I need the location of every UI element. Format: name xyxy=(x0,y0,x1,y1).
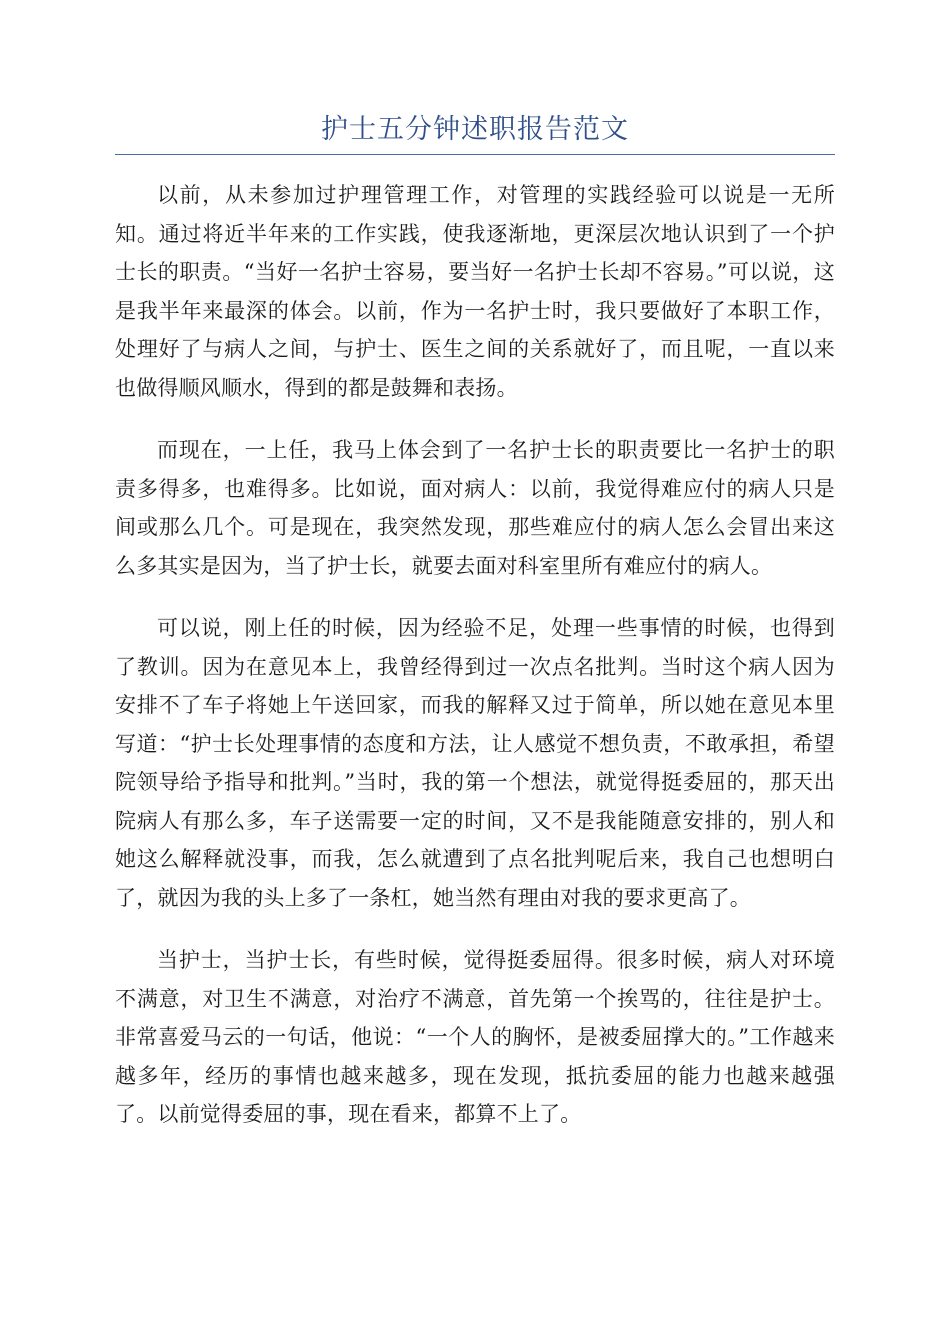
paragraph-1: 以前，从未参加过护理管理工作，对管理的实践经验可以说是一无所知。通过将近半年来的工作实践，使我逐渐地，更深层次地认识到了一个护士长的职责。“当好一名护士容易，要当好一名护士长却不容易。”可以说，这是我半年来最深的体会。以前，作为一名护士时，我只要做好了本职工作，处理好了与病人之间，与护士、医生之间的关系就好了，而且呢，一直以来也做得顺风顺水，得到的都是鼓舞和表扬。 xyxy=(115,183,835,400)
paragraph-3: 可以说，刚上任的时候，因为经验不足，处理一些事情的时候，也得到了教训。因为在意见本上，我曾经得到过一次点名批判。当时这个病人因为安排不了车子将她上午送回家，而我的解释又过于简单，所以她在意见本里写道：“护士长处理事情的态度和方法，让人感觉不想负责，不敢承担，希望院领导给予指导和批判。”当时，我的第一个想法，就觉得挺委屈的，那天出院病人有那么多，车子送需要一定的时间，又不是我能随意安排的，别人和她这么解释就没事，而我，怎么就遭到了点名批判呢后来，我自己也想明白了，就因为我的头上多了一条杠，她当然有理由对我的要求更高了。 xyxy=(115,616,835,910)
paragraph-2: 而现在，一上任，我马上体会到了一名护士长的职责要比一名护士的职责多得多，也难得多。比如说，面对病人：以前，我觉得难应付的病人只是间或那么几个。可是现在，我突然发现，那些难应付的病人怎么会冒出来这么多其实是因为，当了护士长，就要去面对科室里所有难应付的病人。 xyxy=(115,438,835,578)
document-title: 护士五分钟述职报告范文 xyxy=(321,114,629,145)
paragraph-4: 当护士，当护士长，有些时候，觉得挺委屈得。很多时候，病人对环境不满意，对卫生不满意，对治疗不满意，首先第一个挨骂的，往往是护士。非常喜爱马云的一句话，他说：“一个人的胸怀，是被委屈撑大的。”工作越来越多年，经历的事情也越来越多，现在发现，抵抗委屈的能力也越来越强了。以前觉得委屈的事，现在看来，都算不上了。 xyxy=(115,948,835,1126)
document-body xyxy=(115,176,835,1158)
title-underline xyxy=(115,154,835,155)
